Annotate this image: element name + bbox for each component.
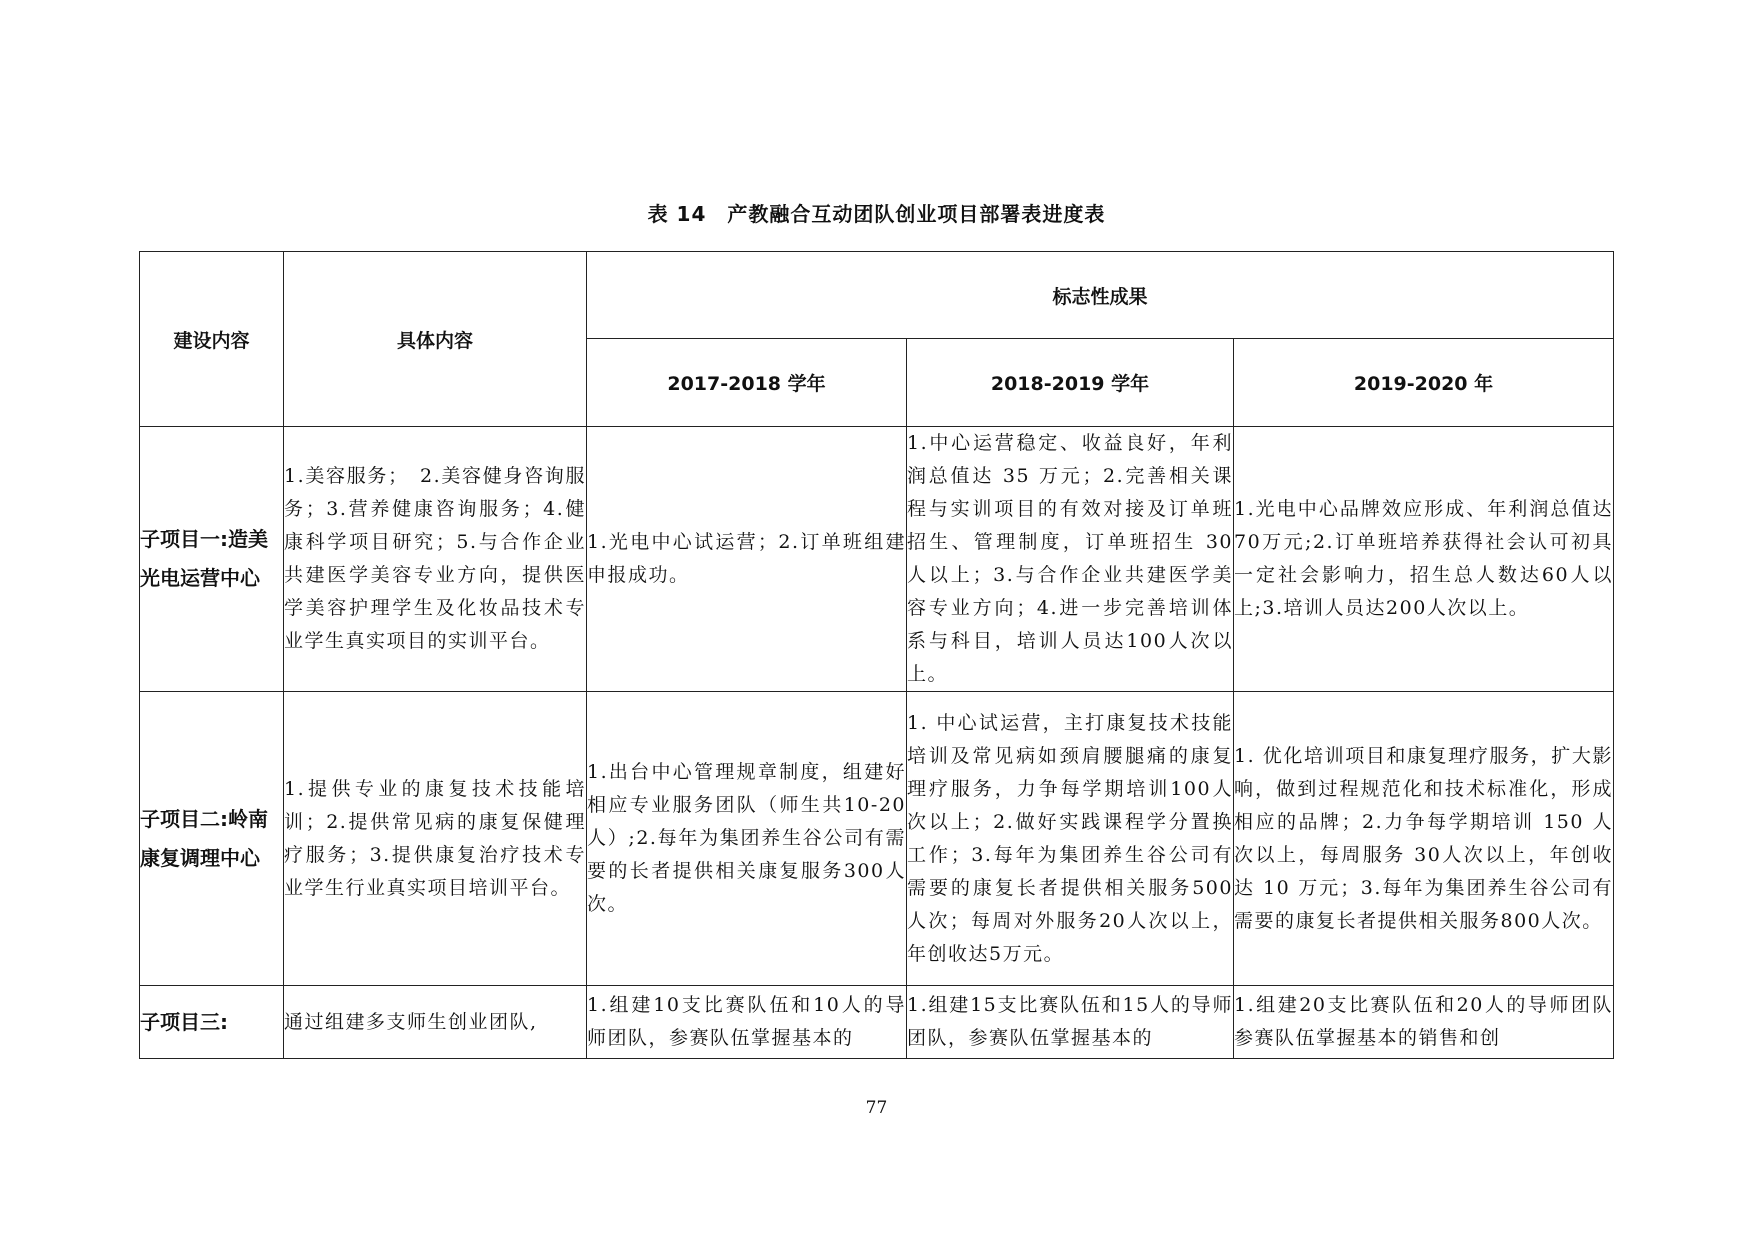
table-row bbox=[140, 986, 1614, 1059]
table-title: 表 14 产教融合互动团队创业项目部署表进度表 bbox=[647, 202, 1106, 226]
project-progress-table bbox=[139, 251, 1614, 1059]
row-year1: 1.组建10支比赛队伍和10人的导师团队，参赛队伍掌握基本的 bbox=[587, 986, 907, 1059]
header-construction-content: 建设内容 bbox=[140, 252, 284, 427]
row-content: 通过组建多支师生创业团队, bbox=[284, 986, 587, 1059]
row-year1: 1.出台中心管理规章制度，组建好相应专业服务团队（师生共10-20人）;2.每年为集团养生谷公司有需要的长者提供相关康复服务300人次。 bbox=[587, 692, 907, 986]
row-year2: 1.组建15支比赛队伍和15人的导师团队，参赛队伍掌握基本的 bbox=[907, 986, 1234, 1059]
row-content: 1.美容服务； 2.美容健身咨询服务；3.营养健康咨询服务；4.健康科学项目研究；5.与合作企业共建医学美容专业方向，提供医学美容护理学生及化妆品技术专业学生真实项目的实训平台。 bbox=[284, 427, 587, 692]
row-year3: 1.光电中心品牌效应形成、年利润总值达70万元;2.订单班培养获得社会认可初具一定社会影响力，招生总人数达60人以上;3.培训人员达200人次以上。 bbox=[1234, 427, 1614, 692]
header-year-2018-2019: 2018-2019 学年 bbox=[907, 339, 1234, 427]
row-year2: 1. 中心试运营，主打康复技术技能培训及常见病如颈肩腰腿痛的康复理疗服务，力争每学期培训100人次以上；2.做好实践课程学分置换工作；3.每年为集团养生谷公司有需要的康复长者提供相关服务500人次；每周对外服务20人次以上，年创收达5万元。 bbox=[907, 692, 1234, 986]
header-specific-content: 具体内容 bbox=[284, 252, 587, 427]
header-year-2017-2018: 2017-2018 学年 bbox=[587, 339, 907, 427]
row-year1: 1.光电中心试运营；2.订单班组建申报成功。 bbox=[587, 427, 907, 692]
header-landmark-results: 标志性成果 bbox=[587, 252, 1614, 339]
row-name: 子项目一:造美光电运营中心 bbox=[140, 427, 284, 692]
header-row-1 bbox=[140, 252, 1614, 339]
row-content: 1.提供专业的康复技术技能培训；2.提供常见病的康复保健理疗服务；3.提供康复治疗技术专业学生行业真实项目培训平台。 bbox=[284, 692, 587, 986]
header-year-2019-2020: 2019-2020 年 bbox=[1234, 339, 1614, 427]
row-year3: 1. 优化培训项目和康复理疗服务，扩大影响，做到过程规范化和技术标准化，形成相应的品牌；2.力争每学期培训 150 人次以上，每周服务 30人次以上，年创收达 10 万元；3.每年为集团养生谷公司有需要的康复长者提供相关服务800人次。 bbox=[1234, 692, 1614, 986]
table-row bbox=[140, 692, 1614, 986]
table-row bbox=[140, 427, 1614, 692]
row-name: 子项目二:岭南康复调理中心 bbox=[140, 692, 284, 986]
row-year2: 1.中心运营稳定、收益良好，年利润总值达 35 万元；2.完善相关课程与实训项目的有效对接及订单班招生、管理制度，订单班招生 30 人以上；3.与合作企业共建医学美容专业方向；4.进一步完善培训体系与科目，培训人员达100人次以上。 bbox=[907, 427, 1234, 692]
row-year3: 1.组建20支比赛队伍和20人的导师团队参赛队伍掌握基本的销售和创 bbox=[1234, 986, 1614, 1059]
row-name: 子项目三: bbox=[140, 986, 284, 1059]
page-number: 77 bbox=[865, 1098, 888, 1118]
